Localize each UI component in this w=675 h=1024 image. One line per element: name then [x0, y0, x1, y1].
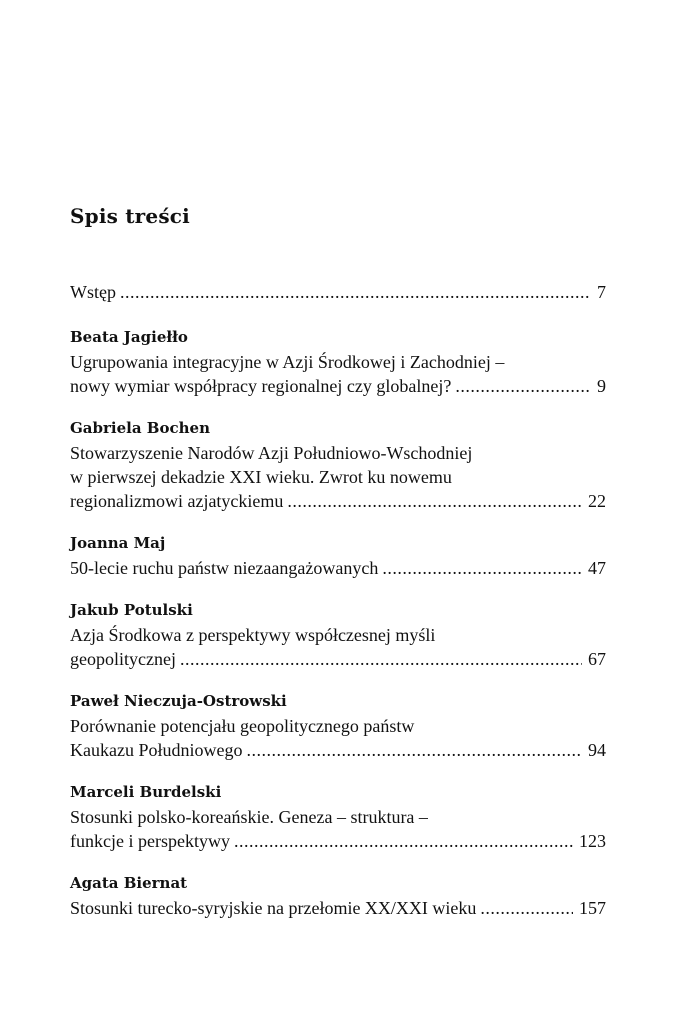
toc-entry-author: Marceli Burdelski: [70, 783, 222, 801]
toc-entry-title-line: Stosunki polsko-koreańskie. Geneza – struktura –: [70, 807, 428, 827]
toc-entry-title-text: nowy wymiar współpracy regionalnej czy globalnej?: [70, 376, 452, 396]
toc-entry-title-line: w pierwszej dekadzie XXI wieku. Zwrot ku nowemu: [70, 467, 452, 487]
dot-leader: [455, 374, 591, 398]
toc-intro[interactable]: [70, 280, 606, 304]
page-title: Spis treści: [70, 204, 190, 228]
toc-entry-page-number: 94: [588, 740, 606, 760]
toc-entries: [70, 326, 606, 920]
toc-entry-author: Paweł Nieczuja-Ostrowski: [70, 692, 287, 710]
dot-leader: [246, 738, 582, 762]
table-of-contents: [70, 280, 606, 939]
toc-entry-last-line: [70, 556, 606, 580]
toc-entry-title-text: geopolitycznej: [70, 649, 176, 669]
toc-entry-last-line: [70, 738, 606, 762]
toc-entry-author: Agata Biernat: [70, 874, 188, 892]
toc-entry[interactable]: [70, 781, 606, 853]
toc-entry-author: Jakub Potulski: [70, 601, 193, 619]
toc-entry-title-line: Ugrupowania integracyjne w Azji Środkowej i Zachodniej –: [70, 352, 505, 372]
dot-leader: [120, 280, 591, 304]
toc-entry-page-number: 22: [588, 491, 606, 511]
toc-entry-page-number: 157: [579, 898, 606, 918]
dot-leader: [480, 896, 573, 920]
toc-entry-title-text: Kaukazu Południowego: [70, 740, 243, 760]
toc-intro-page: 7: [597, 282, 606, 302]
toc-entry[interactable]: [70, 690, 606, 762]
toc-entry[interactable]: [70, 599, 606, 671]
toc-entry-title-line: Porównanie potencjału geopolitycznego państw: [70, 716, 415, 736]
toc-entry-page-number: 123: [579, 831, 606, 851]
toc-entry-page-number: 47: [588, 558, 606, 578]
toc-entry-author: Beata Jagiełło: [70, 328, 188, 346]
toc-entry-last-line: [70, 896, 606, 920]
toc-entry-title-text: 50-lecie ruchu państw niezaangażowanych: [70, 558, 379, 578]
toc-entry[interactable]: [70, 417, 606, 513]
toc-entry-author: Joanna Maj: [70, 534, 166, 552]
dot-leader: [382, 556, 582, 580]
toc-entry-title-line: Azja Środkowa z perspektywy współczesnej myśli: [70, 625, 436, 645]
toc-entry-last-line: [70, 647, 606, 671]
toc-entry[interactable]: [70, 326, 606, 398]
toc-entry-page-number: 67: [588, 649, 606, 669]
toc-entry[interactable]: [70, 872, 606, 920]
dot-leader: [234, 829, 573, 853]
toc-entry-title-text: regionalizmowi azjatyckiemu: [70, 491, 284, 511]
toc-entry-last-line: [70, 489, 606, 513]
toc-entry-author: Gabriela Bochen: [70, 419, 210, 437]
toc-entry-title-text: funkcje i perspektywy: [70, 831, 230, 851]
toc-entry-last-line: [70, 374, 606, 398]
dot-leader: [287, 489, 582, 513]
toc-entry-page-number: 9: [597, 376, 606, 396]
dot-leader: [180, 647, 582, 671]
toc-entry[interactable]: [70, 532, 606, 580]
toc-entry-title-line: Stowarzyszenie Narodów Azji Południowo-Wschodniej: [70, 443, 473, 463]
toc-intro-label: Wstęp: [70, 282, 116, 302]
toc-entry-last-line: [70, 829, 606, 853]
toc-entry-title-text: Stosunki turecko-syryjskie na przełomie XX/XXI wieku: [70, 898, 477, 918]
